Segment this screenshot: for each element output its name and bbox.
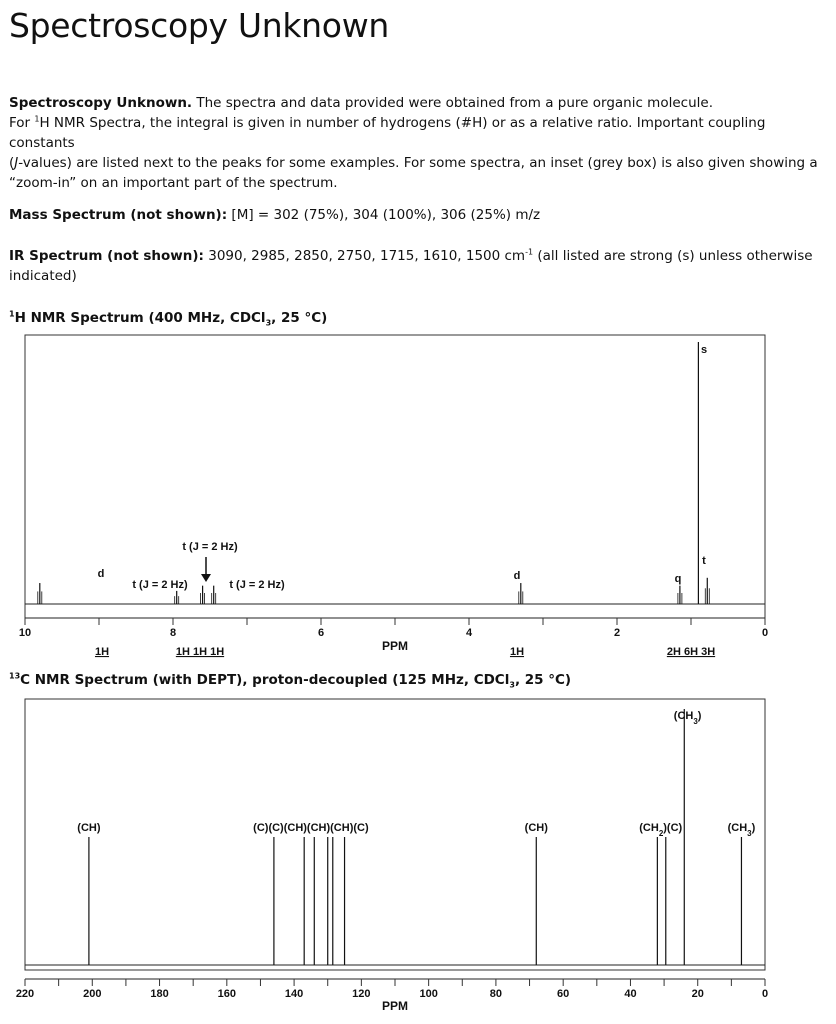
ir-label: IR Spectrum (not shown):: [9, 248, 204, 264]
intro-line2b: H NMR Spectra, the integral is given in number of hydrogens (#H) or as a relative ratio. Important coupling constants: [9, 115, 766, 151]
peak-annotation: d: [97, 568, 105, 580]
intro-paragraph: [9, 93, 824, 193]
intro-line3-j: J: [14, 155, 19, 171]
ir-value: 3090, 2985, 2850, 2750, 1715, 1610, 1500 cm: [203, 248, 526, 264]
cnmr-spectrum: [0, 690, 836, 1020]
peak-annotation: d: [513, 570, 521, 582]
integral-label: 2H 6H 3H: [666, 646, 716, 658]
x-tick-label: 140: [284, 988, 304, 1000]
hnmr-heading-text: H NMR Spectrum (400 MHz, CDCl: [14, 310, 266, 326]
integral-label: 1H: [509, 646, 525, 658]
x-tick-label: 6: [317, 627, 325, 639]
hnmr-heading-sup: 1: [9, 309, 15, 319]
peak-annotation: t (J = 2 Hz): [182, 541, 238, 553]
x-tick-label: 180: [150, 988, 169, 1000]
intro-line4: “zoom-in” on an important part of the spectrum.: [9, 175, 338, 191]
peak-label: $(CH_3)$: [673, 710, 702, 726]
mass-label: Mass Spectrum (not shown):: [9, 207, 228, 223]
peak-label: $(CH_2)(C)$: [639, 822, 683, 838]
ir-spectrum-info: [9, 246, 824, 286]
intro-line3a: (: [9, 155, 15, 171]
hnmr-heading-text2: , 25 °C): [271, 310, 328, 326]
hnmr-heading-sub: 3: [265, 318, 272, 328]
x-tick-label: 60: [557, 988, 570, 1000]
peak-label: (C)(C)(CH)(CH)(CH)(C): [253, 822, 369, 834]
peak-annotation: q: [674, 573, 682, 585]
ir-unit-sup: -1: [525, 247, 534, 257]
x-tick-label: 2: [613, 627, 621, 639]
hnmr-spectrum: [0, 325, 836, 665]
intro-line2-sup: 1: [34, 114, 40, 124]
x-tick-label: 40: [624, 988, 637, 1000]
x-tick-label: 4: [465, 627, 473, 639]
x-axis-title: PPM: [381, 999, 409, 1013]
x-axis-title: PPM: [381, 639, 409, 653]
mass-value: [M] = 302 (75%), 304 (100%), 306 (25%) m/z: [227, 207, 541, 223]
x-tick-label: 100: [419, 988, 438, 1000]
x-tick-label: 220: [15, 988, 35, 1000]
peak-annotation: t: [702, 555, 706, 567]
x-tick-label: 8: [169, 627, 177, 639]
page-title: Spectroscopy Unknown: [9, 6, 389, 45]
cnmr-heading-text: C NMR Spectrum (with DEPT), proton-decoupled (125 MHz, CDCl: [20, 672, 510, 688]
intro-line2a: For: [9, 115, 35, 131]
x-tick-label: 0: [761, 627, 769, 639]
peak-annotation: t (J = 2 Hz): [229, 579, 285, 591]
x-tick-label: 200: [83, 988, 102, 1000]
x-tick-label: 20: [691, 988, 704, 1000]
plot-frame: [25, 699, 765, 970]
peak-label: $(CH_3)$: [727, 822, 756, 838]
x-tick-label: 80: [489, 988, 503, 1000]
x-tick-label: 0: [761, 988, 769, 1000]
peak-label: (CH): [524, 822, 548, 834]
peak-annotation: t (J = 2 Hz): [132, 579, 188, 591]
peak-annotation: s: [700, 344, 708, 356]
mass-spectrum-info: [9, 205, 824, 225]
arrow-head: [201, 574, 211, 582]
cnmr-heading-sub: 3: [509, 680, 515, 690]
plot-frame: [25, 335, 765, 618]
x-tick-label: 160: [217, 988, 236, 1000]
cnmr-heading-sup: 13: [9, 671, 21, 681]
x-tick-label: 10: [18, 627, 32, 639]
cnmr-heading-text2: , 25 °C): [514, 672, 572, 688]
intro-line3b: -values) are listed next to the peaks for some examples. For some spectra, an inset (grey box) is also given showing a: [18, 155, 818, 171]
integral-label: 1H 1H 1H: [175, 646, 225, 658]
ir-value2: (all listed are strong (s) unless otherwise: [533, 248, 813, 264]
cnmr-heading: [9, 670, 824, 690]
integral-label: 1H: [94, 646, 110, 658]
intro-heading: Spectroscopy Unknown.: [9, 95, 193, 111]
ir-value3: indicated): [9, 268, 77, 284]
peak-label: (CH): [77, 822, 101, 834]
x-tick-label: 120: [352, 988, 371, 1000]
intro-line1: The spectra and data provided were obtained from a pure organic molecule.: [192, 95, 713, 111]
